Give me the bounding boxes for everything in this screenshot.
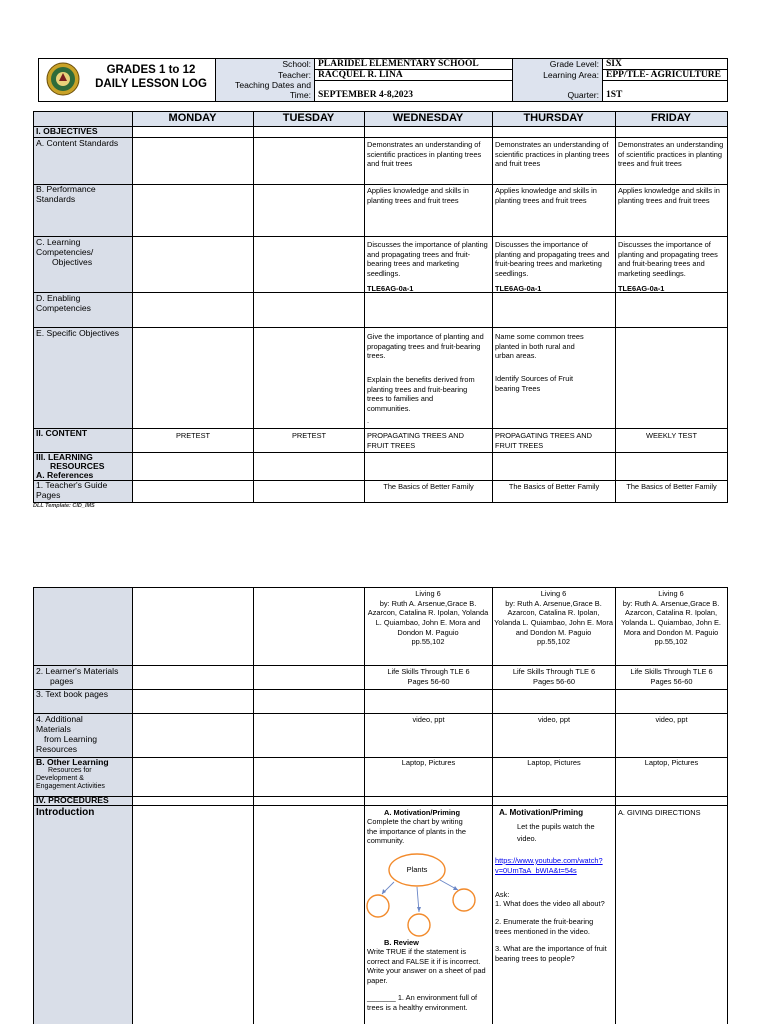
cell-content-tue: PRETEST <box>291 431 327 440</box>
school-seal-logo <box>46 62 80 96</box>
label-performance: B. Performance <box>36 184 96 194</box>
label-other-resources-4: Engagement Activities <box>36 783 105 790</box>
cell-ps-fri: Applies knowledge and skills in planting trees and fruit trees <box>618 186 720 205</box>
teacher-label: Teacher: <box>278 70 311 80</box>
label-other-resources: B. Other Learning <box>36 757 109 767</box>
label-enabling: D. Enabling <box>36 293 81 303</box>
plants-left-circle <box>367 895 389 917</box>
cell-cs-wed: Demonstrates an understanding of scientific practices in planting trees and fruit trees <box>367 140 482 169</box>
thu-question-3: 3. What are the importance of fruit bearing trees to people? <box>495 944 607 963</box>
cell-lc-code-thu: TLE6AG-0a-1 <box>495 284 542 293</box>
cell-lc-wed: Discusses the importance of planting and propagating trees and fruit-bearing trees and marketing seedlings. <box>367 240 488 278</box>
thu-question-1: 1. What does the video all about? <box>495 899 605 908</box>
cell-living-wed <box>366 589 490 647</box>
day-header-wednesday: WEDNESDAY <box>364 111 492 126</box>
dates-label: Teaching Dates and <box>235 80 311 90</box>
label-competencies-3: Objectives <box>52 257 93 267</box>
label-competencies: C. Learning <box>36 237 81 247</box>
label-performance-2: Standards <box>36 194 76 204</box>
cell-lc-code-wed: TLE6AG-0a-1 <box>367 284 414 293</box>
teacher-value: RACQUEL R. LINA <box>318 70 403 80</box>
living-title: Living 6 <box>658 589 684 598</box>
cell-cs-thu: Demonstrates an understanding of scientific practices in planting trees and fruit trees <box>495 140 610 169</box>
label-content-standards: A. Content Standards <box>36 138 119 148</box>
cell-so-wed-3: . <box>367 416 370 425</box>
cell-so-thu-2: Identify Sources of Fruit bearing Trees <box>495 374 574 393</box>
cell-content-wed: PROPAGATING TREES AND FRUIT TREES <box>367 431 464 450</box>
thu-video-link[interactable]: https://www.youtube.com/watch?v=0UmTaA_bWIA&t=54s <box>495 856 603 875</box>
label-content: II. CONTENT <box>36 428 88 438</box>
thu-motivation-text: Let the pupils watch the video. <box>517 822 595 843</box>
label-additional-3: from Learning <box>44 734 98 744</box>
label-resources-2: RESOURCES <box>50 461 105 471</box>
label-specific: E. Specific Objectives <box>36 328 120 338</box>
plants-right-circle <box>453 889 475 911</box>
label-procedures: IV. PROCEDURES <box>36 795 109 805</box>
living-pages: pp.55,102 <box>537 637 570 647</box>
label-other-resources-2: Resources for <box>48 767 92 774</box>
wed-review-heading: B. Review <box>384 938 419 947</box>
cell-am-wed: video, ppt <box>412 715 445 724</box>
label-teachers-guide: 1. Teacher's Guide <box>36 480 108 490</box>
fri-giving-directions: A. GIVING DIRECTIONS <box>618 808 701 817</box>
plants-bottom-circle <box>408 914 430 936</box>
cell-so-wed-1: Give the importance of planting and propagating trees and fruit-bearing trees. <box>367 332 484 361</box>
thu-ask-label: Ask: <box>495 890 510 899</box>
thu-motivation-heading: A. Motivation/Priming <box>499 808 584 817</box>
dates-value: SEPTEMBER 4-8,2023 <box>318 90 414 100</box>
cell-content-mon: PRETEST <box>175 431 211 440</box>
cell-olr-wed: Laptop, Pictures <box>401 758 456 767</box>
cell-lc-code-fri: TLE6AG-0a-1 <box>618 284 665 293</box>
label-enabling-2: Competencies <box>36 303 91 313</box>
cell-lc-thu: Discusses the importance of planting and propagating trees and fruit-bearing trees and marketing seedlings. <box>495 240 610 278</box>
cell-olr-fri: Laptop, Pictures <box>644 758 699 767</box>
label-competencies-2: Competencies/ <box>36 247 94 257</box>
label-additional: 4. Additional <box>36 714 83 724</box>
living-authors: by: Ruth A. Arsenue,Grace B. Azarcon, Catalina R. Ipolan, Yolanda L. Quiambao, John E. Mora and Dondon M. Paguio <box>494 598 613 637</box>
label-other-resources-3: Development & <box>36 775 84 782</box>
cell-ps-thu: Applies knowledge and skills in planting trees and fruit trees <box>495 186 597 205</box>
quarter-label: Quarter: <box>567 90 599 100</box>
cell-am-fri: video, ppt <box>655 715 688 724</box>
template-note: DLL Template: CID_IMS <box>33 503 95 509</box>
grade-value: SIX <box>606 59 622 69</box>
living-title: Living 6 <box>415 589 441 598</box>
label-additional-2: Materials <box>36 724 71 734</box>
lm-title: Life Skills Through TLE 6 <box>630 667 713 676</box>
living-title: Living 6 <box>540 589 567 598</box>
label-teachers-guide-2: Pages <box>36 490 61 500</box>
label-references: A. References <box>36 470 94 480</box>
living-authors: by: Ruth A. Arsenue,Grace B. Azarcon, Catalina R. Ipolan, Yolanda L. Quiambao, John E. Mora and Dondon M. Paguio <box>367 598 489 637</box>
cell-living-thu <box>494 589 613 647</box>
cell-so-thu-1: Name some common trees planted in both rural and urban areas. <box>495 332 584 361</box>
cell-content-fri: WEEKLY TEST <box>646 431 697 440</box>
lm-title: Life Skills Through TLE 6 <box>387 667 470 676</box>
label-learners-materials-2: pages <box>50 676 74 686</box>
cell-cs-fri: Demonstrates an understanding of scientific practices in planting trees and fruit trees <box>618 140 724 169</box>
cell-lm-fri <box>616 667 727 686</box>
day-header-friday: FRIDAY <box>615 111 727 126</box>
cell-tg-fri: The Basics of Better Family <box>626 482 717 491</box>
wed-motivation-heading: A. Motivation/Priming <box>384 808 460 817</box>
school-value: PLARIDEL ELEMENTARY SCHOOL <box>318 59 479 69</box>
cell-am-thu: video, ppt <box>537 715 571 724</box>
title-dll: DAILY LESSON LOG <box>95 78 207 90</box>
cell-ps-wed: Applies knowledge and skills in planting trees and fruit trees <box>367 186 469 205</box>
day-header-tuesday: TUESDAY <box>253 111 364 126</box>
plants-center-label: Plants <box>406 865 428 874</box>
label-textbook: 3. Text book pages <box>36 689 108 699</box>
living-pages: pp.55,102 <box>411 637 445 647</box>
wed-review-item-1: _______ 1. An environment full of trees is a healthy environment. <box>367 993 478 1012</box>
cell-tg-thu: The Basics of Better Family <box>508 482 600 491</box>
day-header-thursday: THURSDAY <box>492 111 615 126</box>
school-label: School: <box>282 59 311 69</box>
cell-content-thu: PROPAGATING TREES AND FRUIT TREES <box>495 431 592 450</box>
wed-motivation-text: Complete the chart by writing the importance of plants in the community. <box>367 817 467 846</box>
time-label: Time: <box>289 90 311 100</box>
label-additional-4: Resources <box>36 744 78 754</box>
thu-question-2: 2. Enumerate the fruit-bearing trees mentioned in the video. <box>495 917 594 936</box>
day-header-monday: MONDAY <box>132 111 253 126</box>
wed-review-text: Write TRUE if the statement is correct and FALSE it if is incorrect. Write your answer on a sheet of pad paper. <box>367 947 486 985</box>
cell-lm-wed <box>365 667 492 686</box>
grade-label: Grade Level: <box>549 59 599 69</box>
area-value: EPP/TLE- AGRICULTURE <box>606 70 721 80</box>
lm-pages: Pages 56-60 <box>650 676 693 686</box>
living-authors: by: Ruth A. Arsenue,Grace B. Azarcon, Catalina R. Ipolan, Yolanda L. Quiambao, John E. Mora and Dondon M. Paguio <box>621 598 721 637</box>
label-learners-materials: 2. Learner's Materials <box>36 666 119 676</box>
cell-lc-fri: Discusses the importance of planting and propagating trees and fruit-bearing trees and marketing seedlings. <box>618 240 718 278</box>
area-label: Learning Area: <box>543 70 599 80</box>
lm-title: Life Skills Through TLE 6 <box>512 667 596 676</box>
plants-concept-diagram <box>364 848 492 940</box>
cell-living-fri <box>617 589 725 647</box>
cell-so-wed-2: Explain the benefits derived from planting trees and fruit-bearing trees to families and communities. <box>367 375 475 413</box>
label-resources: III. LEARNING <box>36 452 93 462</box>
cell-tg-wed: The Basics of Better Family <box>383 482 474 491</box>
living-pages: pp.55,102 <box>654 637 688 647</box>
cell-olr-thu: Laptop, Pictures <box>527 758 581 767</box>
quarter-value: 1ST <box>606 90 623 100</box>
lm-pages: Pages 56-60 <box>533 676 575 686</box>
cell-lm-thu <box>493 667 615 686</box>
lm-pages: Pages 56-60 <box>407 676 450 686</box>
title-grades: GRADES 1 to 12 <box>106 64 196 76</box>
label-objectives: I. OBJECTIVES <box>36 126 98 136</box>
label-introduction: Introduction <box>36 807 95 818</box>
